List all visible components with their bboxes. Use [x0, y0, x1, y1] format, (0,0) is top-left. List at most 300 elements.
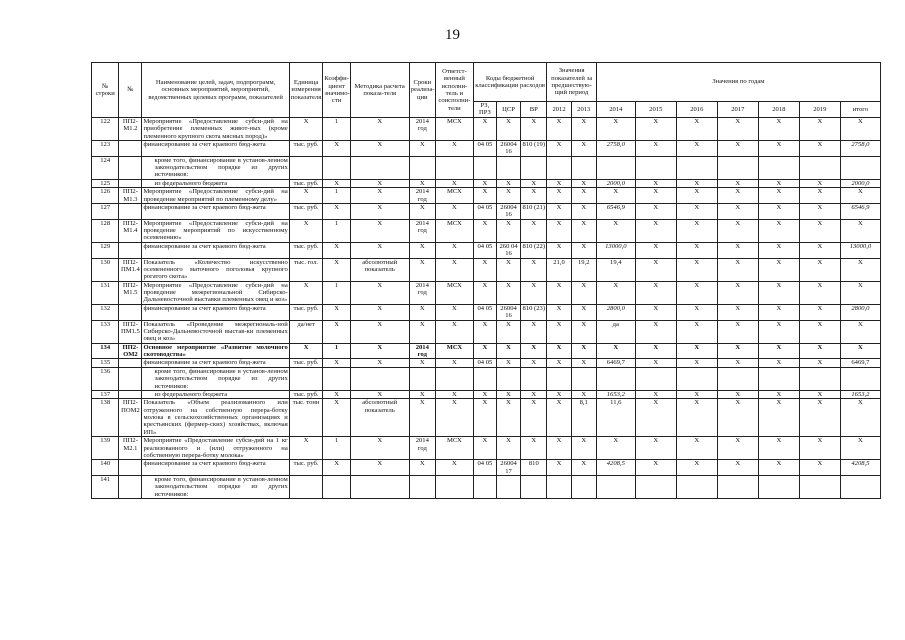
row-value-2014-cell: X	[596, 188, 635, 204]
row-csr-cell	[496, 367, 520, 390]
row-vr-cell: X	[521, 359, 547, 367]
row-method-cell: абсолютный показатель	[350, 258, 409, 281]
row-rz-cell: 04 05	[473, 460, 496, 476]
row-unit-cell	[289, 156, 323, 179]
row-value-2015-cell	[635, 156, 676, 179]
row-value-2017-cell	[717, 476, 758, 499]
row-value-2014-cell: X	[596, 437, 635, 460]
row-value-2012-cell: X	[547, 390, 571, 398]
row-code-cell	[119, 390, 142, 398]
row-value-2013-cell: X	[571, 188, 596, 204]
table-row	[92, 399, 881, 437]
row-csr-cell: X	[496, 399, 520, 437]
row-number-cell: 128	[92, 219, 119, 242]
row-value-2016-cell: X	[676, 203, 717, 219]
row-term-cell: X	[409, 359, 435, 367]
row-value-2019-cell: X	[799, 399, 840, 437]
row-value-2019-cell	[799, 476, 840, 499]
row-executor-cell: МСХ	[435, 343, 473, 359]
table-row	[92, 188, 881, 204]
row-number-cell: 129	[92, 242, 119, 258]
row-value-2019-cell: X	[799, 219, 840, 242]
row-executor-cell: X	[435, 304, 473, 320]
row-value-2014-cell: X	[596, 117, 635, 140]
row-unit-cell: тыс. гол.	[289, 258, 323, 281]
row-value-2016-cell	[676, 367, 717, 390]
row-value-2015-cell: X	[635, 304, 676, 320]
row-value-2012-cell: X	[547, 304, 571, 320]
row-value-2016-cell: X	[676, 258, 717, 281]
row-total-cell: X	[840, 219, 880, 242]
row-term-cell: X	[409, 203, 435, 219]
row-value-2016-cell: X	[676, 359, 717, 367]
row-value-2018-cell: X	[758, 188, 799, 204]
table-row	[92, 140, 881, 156]
row-name-cell: кроме того, финансирование в установ-ленном законодательством порядке из других источников:	[142, 367, 289, 390]
row-value-2012-cell: X	[547, 399, 571, 437]
table-header	[92, 63, 881, 118]
row-method-cell: X	[350, 203, 409, 219]
row-number-cell: 130	[92, 258, 119, 281]
row-value-2012-cell: X	[547, 437, 571, 460]
header-sub: ЦСР	[496, 102, 520, 118]
row-coefficient-cell: X	[323, 203, 350, 219]
header-year-values: Значения по годам	[596, 63, 880, 102]
row-value-2012-cell: X	[547, 460, 571, 476]
table-row	[92, 242, 881, 258]
table-row	[92, 203, 881, 219]
row-value-2015-cell: X	[635, 460, 676, 476]
row-coefficient-cell: X	[323, 242, 350, 258]
row-value-2019-cell: X	[799, 242, 840, 258]
row-value-2014-cell: X	[596, 343, 635, 359]
row-unit-cell	[289, 476, 323, 499]
row-code-cell: ПП2-М1.5	[119, 281, 142, 304]
row-value-2017-cell: X	[717, 359, 758, 367]
row-value-2018-cell: X	[758, 219, 799, 242]
row-value-2017-cell: X	[717, 399, 758, 437]
row-value-2015-cell: X	[635, 399, 676, 437]
row-code-cell	[119, 242, 142, 258]
row-csr-cell: 26004 16	[496, 203, 520, 219]
row-method-cell: X	[350, 343, 409, 359]
row-rz-cell: 04 05	[473, 203, 496, 219]
row-value-2015-cell: X	[635, 219, 676, 242]
row-value-2013-cell: X	[571, 203, 596, 219]
row-code-cell: ПП2-М2.1	[119, 437, 142, 460]
row-executor-cell	[435, 476, 473, 499]
row-coefficient-cell: X	[323, 460, 350, 476]
row-value-2013-cell: X	[571, 140, 596, 156]
row-method-cell: X	[350, 140, 409, 156]
row-csr-cell: X	[496, 258, 520, 281]
row-method-cell	[350, 156, 409, 179]
row-number-cell: 134	[92, 343, 119, 359]
table-row	[92, 258, 881, 281]
table-row	[92, 304, 881, 320]
row-code-cell	[119, 476, 142, 499]
row-coefficient-cell: X	[323, 140, 350, 156]
row-name-cell: Показатель «Количество искусственно осемененного маточного поголовья крупного рогатого скота»	[143, 258, 288, 281]
row-executor-cell: X	[435, 179, 473, 187]
header-sub: 2017	[717, 102, 758, 118]
row-term-cell: 2014 год	[409, 343, 435, 359]
row-value-2018-cell	[758, 156, 799, 179]
row-value-2016-cell: X	[676, 320, 717, 343]
row-value-2015-cell: X	[635, 242, 676, 258]
row-value-2016-cell: X	[676, 179, 717, 187]
row-term-cell: X	[409, 140, 435, 156]
row-value-2018-cell: X	[758, 281, 799, 304]
row-csr-cell: X	[496, 117, 520, 140]
row-method-cell: X	[350, 242, 409, 258]
row-method-cell: абсолютный показатель	[350, 399, 409, 437]
table-body	[92, 117, 881, 498]
row-total-cell	[840, 476, 880, 499]
row-total-cell: X	[840, 343, 880, 359]
row-name-cell: из федерального бюджета	[142, 390, 289, 398]
row-value-2018-cell: X	[758, 359, 799, 367]
row-value-2017-cell: X	[717, 219, 758, 242]
row-vr-cell: X	[521, 390, 547, 398]
row-vr-cell: 810 (21)	[521, 203, 547, 219]
row-executor-cell: МСХ	[435, 219, 473, 242]
table-row	[92, 156, 881, 179]
row-value-2016-cell: X	[676, 140, 717, 156]
row-number-cell: 132	[92, 304, 119, 320]
row-value-2013-cell: X	[571, 242, 596, 258]
row-name-cell: кроме того, финансирование в установ-ленном законодательством порядке из других источников:	[142, 476, 289, 499]
row-value-2014-cell: 11,6	[596, 399, 635, 437]
table-row	[92, 460, 881, 476]
row-number-cell: 140	[92, 460, 119, 476]
row-unit-cell: тыс. тонн	[289, 399, 323, 437]
header-unit: Единица измерения показателя	[289, 63, 323, 118]
row-vr-cell: X	[521, 281, 547, 304]
row-name-cell: финансирование за счет краевого бюд-жета	[142, 304, 289, 320]
row-number-cell: 122	[92, 117, 119, 140]
row-value-2016-cell: X	[676, 343, 717, 359]
row-value-2018-cell: X	[758, 117, 799, 140]
row-value-2014-cell: 19,4	[596, 258, 635, 281]
row-vr-cell: X	[521, 343, 547, 359]
row-unit-cell: X	[289, 219, 323, 242]
row-method-cell: X	[350, 437, 409, 460]
row-method-cell: X	[350, 281, 409, 304]
row-vr-cell: 810	[521, 460, 547, 476]
row-term-cell	[409, 156, 435, 179]
row-unit-cell: тыс. руб.	[289, 304, 323, 320]
row-code-cell: ПП2-ПМ1.5	[119, 320, 142, 343]
row-value-2015-cell: X	[635, 437, 676, 460]
row-value-2012-cell	[547, 156, 571, 179]
row-executor-cell: X	[435, 320, 473, 343]
row-value-2017-cell: X	[717, 304, 758, 320]
row-name-cell: финансирование за счет краевого бюд-жета	[142, 203, 289, 219]
row-coefficient-cell: 1	[323, 437, 350, 460]
row-value-2015-cell	[635, 367, 676, 390]
row-coefficient-cell: X	[323, 304, 350, 320]
row-value-2019-cell: X	[799, 343, 840, 359]
row-unit-cell: тыс. руб.	[289, 179, 323, 187]
row-rz-cell: 04 05	[473, 359, 496, 367]
row-method-cell: X	[350, 117, 409, 140]
row-value-2016-cell	[676, 156, 717, 179]
row-number-cell: 125	[92, 179, 119, 187]
row-unit-cell: тыс. руб.	[289, 359, 323, 367]
row-executor-cell	[435, 156, 473, 179]
row-value-2012-cell	[547, 476, 571, 499]
row-value-2012-cell: X	[547, 242, 571, 258]
row-vr-cell: X	[521, 179, 547, 187]
row-value-2018-cell: X	[758, 460, 799, 476]
row-value-2019-cell: X	[799, 179, 840, 187]
row-term-cell: X	[409, 399, 435, 437]
row-value-2014-cell: 2800,0	[596, 304, 635, 320]
row-value-2018-cell: X	[758, 203, 799, 219]
row-vr-cell: X	[521, 399, 547, 437]
row-value-2013-cell: X	[571, 179, 596, 187]
row-value-2017-cell: X	[717, 281, 758, 304]
row-value-2017-cell: X	[717, 179, 758, 187]
row-value-2013-cell: X	[571, 320, 596, 343]
row-executor-cell: X	[435, 203, 473, 219]
row-term-cell: X	[409, 320, 435, 343]
row-value-2012-cell: X	[547, 117, 571, 140]
row-value-2017-cell: X	[717, 460, 758, 476]
row-csr-cell	[496, 156, 520, 179]
row-value-2013-cell: 8,1	[571, 399, 596, 437]
row-total-cell: X	[840, 281, 880, 304]
header-name: Наименование целей, задач, подпрограмм, основных мероприятий, мероприятий, ведомственных целевых программ, показателей	[142, 63, 289, 118]
row-code-cell: ПП2-М1.2	[119, 117, 142, 140]
header-sub: 2014	[596, 102, 635, 118]
row-total-cell: 2800,0	[840, 304, 880, 320]
row-value-2013-cell	[571, 476, 596, 499]
row-value-2015-cell: X	[635, 390, 676, 398]
table-row	[92, 367, 881, 390]
row-unit-cell: тыс. руб.	[289, 460, 323, 476]
row-code-cell	[119, 367, 142, 390]
row-value-2014-cell: 2758,0	[596, 140, 635, 156]
row-value-2016-cell: X	[676, 188, 717, 204]
row-term-cell: 2014 год	[409, 188, 435, 204]
program-table	[91, 62, 881, 499]
row-unit-cell: тыс. руб.	[289, 140, 323, 156]
row-value-2019-cell: X	[799, 281, 840, 304]
row-value-2018-cell: X	[758, 390, 799, 398]
table-row	[92, 117, 881, 140]
row-unit-cell: да/нет	[289, 320, 323, 343]
row-value-2017-cell: X	[717, 437, 758, 460]
row-value-2013-cell	[571, 156, 596, 179]
row-value-2017-cell: X	[717, 188, 758, 204]
row-value-2017-cell	[717, 367, 758, 390]
row-value-2013-cell: X	[571, 117, 596, 140]
row-code-cell	[119, 359, 142, 367]
row-unit-cell: X	[289, 188, 323, 204]
header-coefficient: Коэффи-циент значимо-сти	[323, 63, 350, 118]
row-code-cell	[119, 460, 142, 476]
row-value-2014-cell: 2000,0	[596, 179, 635, 187]
row-value-2017-cell: X	[717, 203, 758, 219]
header-executor: Ответст-венный исполни-тель и соисполни-тели	[435, 63, 473, 118]
row-executor-cell: X	[435, 390, 473, 398]
row-value-2015-cell: X	[635, 179, 676, 187]
row-value-2019-cell: X	[799, 304, 840, 320]
row-name-cell: финансирование за счет краевого бюд-жета	[142, 140, 289, 156]
row-unit-cell: X	[289, 281, 323, 304]
header-row-number: № строки	[92, 63, 119, 118]
row-value-2012-cell: X	[547, 203, 571, 219]
row-total-cell: 6546,9	[840, 203, 880, 219]
row-coefficient-cell	[323, 156, 350, 179]
row-executor-cell	[435, 367, 473, 390]
row-term-cell: X	[409, 460, 435, 476]
row-value-2016-cell: X	[676, 304, 717, 320]
row-rz-cell: X	[473, 258, 496, 281]
row-number-cell: 139	[92, 437, 119, 460]
row-coefficient-cell: X	[323, 390, 350, 398]
row-name-cell: из федерального бюджета	[142, 179, 289, 187]
row-csr-cell: 26004 16	[496, 304, 520, 320]
row-method-cell: X	[350, 359, 409, 367]
row-code-cell	[119, 156, 142, 179]
row-term-cell	[409, 476, 435, 499]
row-value-2019-cell	[799, 367, 840, 390]
row-total-cell: X	[840, 258, 880, 281]
row-executor-cell: МСХ	[435, 188, 473, 204]
row-method-cell: X	[350, 179, 409, 187]
table-row	[92, 359, 881, 367]
row-rz-cell	[473, 156, 496, 179]
row-term-cell: X	[409, 304, 435, 320]
row-value-2014-cell: 1653,2	[596, 390, 635, 398]
row-value-2016-cell: X	[676, 437, 717, 460]
row-value-2016-cell: X	[676, 117, 717, 140]
row-term-cell	[409, 367, 435, 390]
row-value-2014-cell: да	[596, 320, 635, 343]
row-total-cell	[840, 156, 880, 179]
table-row	[92, 437, 881, 460]
row-number-cell: 138	[92, 399, 119, 437]
row-total-cell: 13000,0	[840, 242, 880, 258]
row-value-2018-cell	[758, 476, 799, 499]
row-total-cell: X	[840, 437, 880, 460]
row-term-cell: 2014 год	[409, 117, 435, 140]
row-value-2015-cell: X	[635, 281, 676, 304]
row-code-cell: ПП2-М1.4	[119, 219, 142, 242]
row-vr-cell: X	[521, 437, 547, 460]
row-value-2018-cell: X	[758, 304, 799, 320]
row-value-2013-cell: X	[571, 281, 596, 304]
header-budget-codes: Коды бюджетной классификации расходов	[473, 63, 547, 102]
row-value-2014-cell	[596, 367, 635, 390]
row-value-2019-cell: X	[799, 320, 840, 343]
row-coefficient-cell: 1	[323, 117, 350, 140]
row-vr-cell: 810 (23)	[521, 304, 547, 320]
row-rz-cell: X	[473, 390, 496, 398]
row-unit-cell	[289, 367, 323, 390]
row-value-2012-cell: X	[547, 219, 571, 242]
row-value-2016-cell: X	[676, 281, 717, 304]
row-csr-cell: X	[496, 188, 520, 204]
row-value-2018-cell	[758, 367, 799, 390]
row-value-2014-cell: 13000,0	[596, 242, 635, 258]
row-vr-cell: 810 (19)	[521, 140, 547, 156]
row-executor-cell: X	[435, 460, 473, 476]
row-coefficient-cell: X	[323, 359, 350, 367]
row-code-cell: ПП2-ОМ2	[119, 343, 142, 359]
row-vr-cell: 810 (22)	[521, 242, 547, 258]
row-value-2013-cell: X	[571, 390, 596, 398]
row-rz-cell: X	[473, 281, 496, 304]
row-value-2014-cell: 6469,7	[596, 359, 635, 367]
row-name-cell: Мероприятие «Предоставление субси-дий на 1 кг реализованного и (или) отгруженного на собственную перера-ботку молока»	[143, 437, 288, 459]
row-value-2012-cell: X	[547, 140, 571, 156]
row-csr-cell	[496, 476, 520, 499]
row-coefficient-cell: 1	[323, 281, 350, 304]
header-number: №	[119, 63, 142, 118]
row-value-2013-cell: X	[571, 460, 596, 476]
row-total-cell: 4208,5	[840, 460, 880, 476]
row-value-2014-cell: 6546,9	[596, 203, 635, 219]
row-vr-cell	[521, 367, 547, 390]
row-value-2015-cell: X	[635, 117, 676, 140]
header-sub: итого	[840, 102, 880, 118]
row-csr-cell: 260 04 16	[496, 242, 520, 258]
row-rz-cell: X	[473, 343, 496, 359]
row-value-2019-cell: X	[799, 359, 840, 367]
row-name-cell: Мероприятие «Предоставление субси-дий на проведение межрегиональной Сибирско-Дальневосточной выставки племенных овец и коз»	[143, 281, 288, 304]
row-rz-cell: 04 05	[473, 140, 496, 156]
row-term-cell: 2014 год	[409, 219, 435, 242]
row-value-2016-cell: X	[676, 242, 717, 258]
row-rz-cell	[473, 367, 496, 390]
row-value-2017-cell: X	[717, 242, 758, 258]
row-term-cell: X	[409, 258, 435, 281]
program-table-container	[91, 62, 881, 499]
row-name-cell: Мероприятие «Предоставление субси-дий на проведение мероприятий по искусственному осеменению»	[143, 219, 288, 242]
row-value-2012-cell: X	[547, 179, 571, 187]
row-name-cell: Основное мероприятие «Развитие молочного скотоводства»	[143, 343, 288, 358]
row-unit-cell: X	[289, 343, 323, 359]
row-total-cell: 2000,0	[840, 179, 880, 187]
row-value-2015-cell	[635, 476, 676, 499]
row-csr-cell: X	[496, 390, 520, 398]
row-rz-cell: X	[473, 188, 496, 204]
row-code-cell: ПП2-М1.3	[119, 188, 142, 204]
row-total-cell: X	[840, 399, 880, 437]
row-term-cell: X	[409, 242, 435, 258]
header-previous-values: Значения показателей за предшествую-щий период	[547, 63, 596, 102]
row-total-cell: 1653,2	[840, 390, 880, 398]
row-method-cell	[350, 367, 409, 390]
row-rz-cell: X	[473, 179, 496, 187]
row-value-2019-cell: X	[799, 437, 840, 460]
row-rz-cell: 04 05	[473, 304, 496, 320]
row-value-2016-cell: X	[676, 399, 717, 437]
row-coefficient-cell: 1	[323, 219, 350, 242]
row-value-2014-cell	[596, 156, 635, 179]
row-vr-cell	[521, 156, 547, 179]
row-rz-cell: X	[473, 117, 496, 140]
header-term: Сроки реализа-ции	[409, 63, 435, 118]
row-code-cell	[119, 140, 142, 156]
row-term-cell: X	[409, 179, 435, 187]
row-value-2015-cell: X	[635, 188, 676, 204]
row-value-2012-cell: X	[547, 320, 571, 343]
